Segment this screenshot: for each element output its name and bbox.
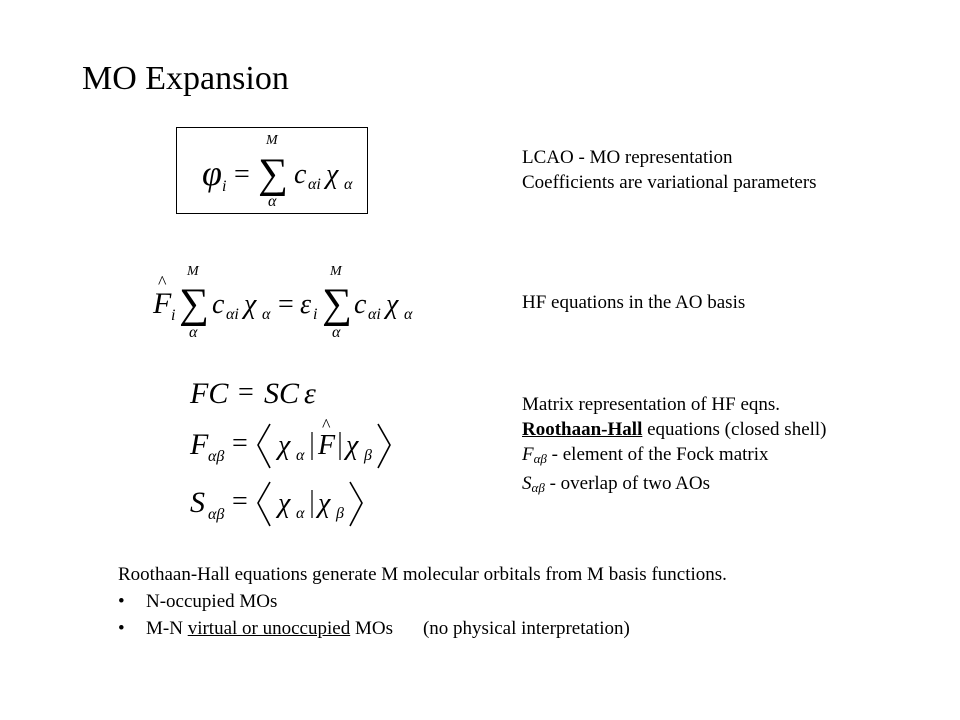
bullet-2-prefix: M-N: [146, 618, 188, 639]
lcao-sum-lower: α: [268, 193, 277, 210]
svg-text:=: =: [232, 486, 248, 517]
lcao-note-line2: Coefficients are variational parameters: [522, 172, 817, 193]
svg-text:F: F: [318, 430, 336, 461]
lcao-note-line1: LCAO - MO representation: [522, 147, 733, 168]
bullet-1-text: N-occupied MOs: [146, 591, 278, 612]
svg-text:=: =: [238, 377, 254, 408]
svg-text:c: c: [294, 159, 307, 190]
svg-text:α: α: [404, 306, 413, 323]
summary-bullet-2: [118, 615, 727, 642]
bullet-marker: •: [118, 591, 125, 612]
hf-sum1-lower: α: [189, 324, 198, 341]
svg-text:αi: αi: [308, 176, 321, 193]
matrix-note-line1: Matrix representation of HF eqns.: [522, 394, 781, 415]
overlap-description: - overlap of two AOs: [544, 473, 710, 494]
svg-text:=: =: [278, 289, 294, 320]
svg-text:α: α: [296, 505, 305, 522]
svg-text:χ: χ: [386, 289, 399, 320]
svg-text:αi: αi: [226, 306, 239, 323]
svg-text:FC: FC: [190, 377, 229, 410]
roothaan-hall-name: Roothaan-Hall: [522, 419, 643, 440]
svg-text:∑: ∑: [258, 151, 288, 197]
svg-text:χ: χ: [278, 488, 291, 519]
svg-text:=: =: [232, 428, 248, 459]
svg-text:αi: αi: [368, 306, 381, 323]
svg-text:β: β: [364, 447, 372, 464]
overlap-subscript: αβ: [531, 480, 545, 495]
svg-text:c: c: [354, 289, 367, 320]
fock-note: [522, 442, 827, 471]
lcao-sum-upper: M: [266, 133, 278, 148]
svg-text:i: i: [222, 178, 227, 195]
svg-text:c: c: [212, 289, 225, 320]
svg-text:∑: ∑: [179, 281, 209, 327]
lcao-notes: [522, 145, 817, 195]
bullet-2-suffix: MOs: [350, 618, 393, 639]
bullet-2-note: (no physical interpretation): [422, 618, 630, 639]
svg-text:φ: φ: [202, 153, 222, 193]
svg-text:χ: χ: [346, 430, 359, 461]
overlap-equation: [188, 476, 378, 531]
svg-text:χ: χ: [326, 159, 339, 190]
svg-text:α: α: [262, 306, 271, 323]
hf-basis-note: HF equations in the AO basis: [522, 292, 746, 313]
svg-text:SC: SC: [264, 377, 300, 410]
svg-text:i: i: [313, 306, 318, 323]
svg-text:β: β: [336, 505, 344, 522]
svg-text:χ: χ: [318, 488, 331, 519]
hf-sum2-upper: M: [330, 264, 342, 279]
matrix-equation: [188, 372, 338, 412]
svg-text:F: F: [190, 428, 209, 461]
roothaan-hall-note: [522, 417, 827, 442]
svg-text:χ: χ: [244, 289, 257, 320]
summary-line: Roothaan-Hall equations generate M molecular orbitals from M basis functions.: [118, 564, 727, 585]
summary-block: [118, 561, 727, 642]
matrix-notes: [522, 392, 827, 500]
svg-text:ε: ε: [300, 289, 312, 320]
svg-text:S: S: [190, 486, 205, 519]
fock-element-equation: [188, 415, 408, 473]
summary-bullet-1: [118, 588, 727, 615]
svg-text:αβ: αβ: [208, 506, 225, 523]
svg-text:χ: χ: [278, 430, 291, 461]
svg-text:αβ: αβ: [208, 448, 225, 465]
bullet-marker: •: [118, 618, 125, 639]
roothaan-hall-rest: equations (closed shell): [642, 419, 827, 440]
overlap-note: [522, 471, 827, 500]
bullet-2-underlined: virtual or unoccupied: [187, 618, 351, 639]
fock-description: - element of the Fock matrix: [546, 444, 769, 465]
lcao-equation: [176, 127, 368, 214]
svg-text:i: i: [171, 307, 176, 324]
overlap-symbol: S: [522, 473, 532, 494]
fock-subscript: αβ: [533, 451, 547, 466]
svg-text:α: α: [296, 447, 305, 464]
svg-text:^: ^: [158, 272, 167, 292]
hf-ao-equation: [150, 265, 420, 340]
svg-text:ε: ε: [304, 377, 316, 410]
hf-sum2-lower: α: [332, 324, 341, 341]
svg-text:F: F: [153, 287, 172, 320]
hf-sum1-upper: M: [187, 264, 199, 279]
fock-symbol: F: [522, 444, 534, 465]
slide-title: MO Expansion: [82, 60, 289, 97]
svg-text:^: ^: [322, 415, 331, 435]
svg-text:=: =: [234, 159, 250, 190]
svg-text:α: α: [344, 176, 353, 193]
svg-text:∑: ∑: [322, 281, 352, 327]
